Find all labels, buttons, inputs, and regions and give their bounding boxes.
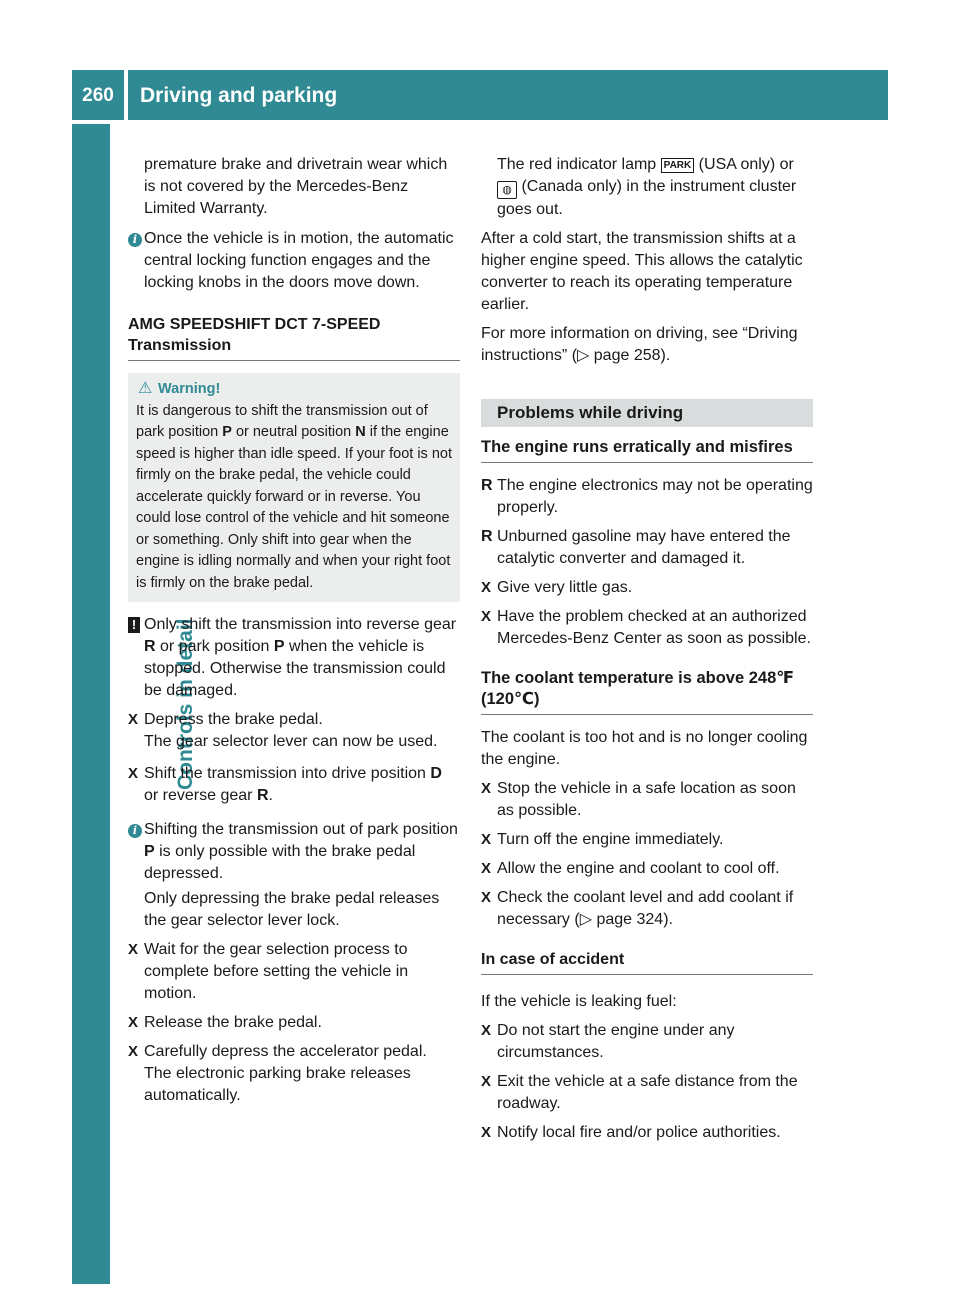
- section-title: Problems while driving: [497, 403, 684, 422]
- step: X Exit the vehicle at a safe distance from the roadway.: [481, 1073, 798, 1112]
- step: X Turn off the engine immediately.: [481, 829, 813, 851]
- paragraph: The red indicator lamp PARK (USA only) or ◍ (Canada only) in the instrument cluster goes out.: [497, 156, 797, 218]
- step-arrow-icon: X: [481, 1073, 492, 1090]
- paragraph: If the vehicle is leaking fuel:: [481, 993, 677, 1010]
- step-arrow-icon: X: [481, 831, 492, 848]
- bullet-icon: R: [481, 477, 493, 494]
- step-arrow-icon: X: [481, 889, 492, 906]
- caution-note: ! Only shift the transmission into reverse gear R or park position P when the vehicle is stopped. Otherwise the transmission could be damaged.: [128, 614, 460, 702]
- step: X Have the problem checked at an authorized Mercedes-Benz Center as soon as possible.: [481, 608, 811, 647]
- info-text: Once the vehicle is in motion, the automatic central locking function engages and the locking knobs in the doors move down.: [144, 230, 454, 291]
- paragraph: [128, 154, 460, 220]
- step-arrow-icon: X: [481, 579, 492, 596]
- step-arrow-icon: X: [128, 711, 139, 728]
- parking-brake-canada-icon: ◍: [497, 181, 517, 199]
- info-note: i Shifting the transmission out of park position P is only possible with the brake pedal depressed. Only depressing the brake pedal releases the gear selector lever lock.: [128, 819, 460, 932]
- sidebar-tab: [72, 124, 110, 1284]
- step-arrow-icon: X: [128, 1043, 139, 1060]
- step: X Give very little gas.: [481, 577, 813, 599]
- info-icon: i: [128, 824, 142, 838]
- sidebar-label: Controls in detail: [174, 618, 197, 790]
- bullet-item: R Unburned gasoline may have entered the catalytic converter and damaged it.: [481, 528, 791, 567]
- step: X Wait for the gear selection process to complete before setting the vehicle in motion.: [128, 941, 409, 1002]
- section-heading: AMG SPEEDSHIFT DCT 7-SPEED Transmission: [128, 314, 460, 361]
- step-arrow-icon: X: [128, 765, 139, 782]
- warning-box: [128, 373, 460, 602]
- section-heading: In case of accident: [481, 949, 813, 975]
- step-arrow-icon: X: [481, 1124, 492, 1141]
- step: X Shift the transmission into drive position D or reverse gear R.: [128, 765, 442, 804]
- bullet-icon: R: [481, 528, 493, 545]
- page-ref-arrow-icon: ▷: [579, 911, 597, 928]
- section-heading: The coolant temperature is above 248℉ (120℃): [481, 668, 813, 715]
- step: X Release the brake pedal.: [128, 1012, 460, 1034]
- step-arrow-icon: X: [128, 941, 139, 958]
- info-icon: i: [128, 233, 142, 247]
- step-arrow-icon: X: [481, 860, 492, 877]
- park-symbol-icon: PARK: [661, 158, 695, 173]
- section-heading: The engine runs erratically and misfires: [481, 437, 813, 463]
- paragraph: The coolant is too hot and is no longer cooling the engine.: [481, 729, 808, 768]
- page-title: Driving and parking: [140, 84, 338, 107]
- step: X Depress the brake pedal. The gear selector lever can now be used.: [128, 711, 438, 750]
- step: X Carefully depress the accelerator pedal. The electronic parking brake releases automatically.: [128, 1043, 427, 1104]
- paragraph: After a cold start, the transmission shifts at a higher engine speed. This allows the catalytic converter to reach its operating temperature earlier.: [481, 230, 803, 313]
- step: X Allow the engine and coolant to cool off.: [481, 858, 813, 880]
- warning-title: Warning!: [158, 381, 221, 397]
- info-text: Only depressing the brake pedal releases the gear selector lever lock.: [144, 890, 440, 929]
- info-note: [128, 228, 460, 294]
- exclamation-icon: !: [128, 617, 140, 633]
- warning-triangle-icon: ⚠: [138, 380, 153, 397]
- paragraph: For more information on driving, see “Driving instructions” (▷ page 258).: [481, 325, 798, 364]
- step: X Stop the vehicle in a safe location as soon as possible.: [481, 780, 796, 819]
- step: X Notify local fire and/or police authorities.: [481, 1122, 813, 1144]
- paragraph-text: premature brake and drivetrain wear which is not covered by the Mercedes-Benz Limited Warranty.: [144, 156, 448, 217]
- bullet-item: R The engine electronics may not be operating properly.: [481, 477, 813, 516]
- column-left: [128, 150, 460, 1114]
- step: X Do not start the engine under any circumstances.: [481, 1022, 735, 1061]
- page-ref-arrow-icon: ▷: [577, 347, 594, 364]
- step-arrow-icon: X: [481, 1022, 492, 1039]
- warning-text: It is dangerous to shift the transmission out of park position P or neutral position N if the engine speed is higher than idle speed. If your foot is not firmly on the brake pedal, the vehicle could accelerate quickly forward or in reverse. You could lose control of the vehicle and hit someone or something. Only shift into gear when the engine is idling normally and when your right foot is firmly on the brake pedal.: [136, 402, 452, 591]
- column-right: [481, 150, 813, 1151]
- sidebar-label-wrap: [86, 618, 197, 800]
- page-number: 260: [82, 85, 114, 106]
- section-banner: [481, 399, 813, 427]
- step-arrow-icon: X: [481, 608, 492, 625]
- step: X Check the coolant level and add coolant if necessary (▷ page 324).: [481, 889, 794, 928]
- step-arrow-icon: X: [128, 1014, 139, 1031]
- step-arrow-icon: X: [481, 780, 492, 797]
